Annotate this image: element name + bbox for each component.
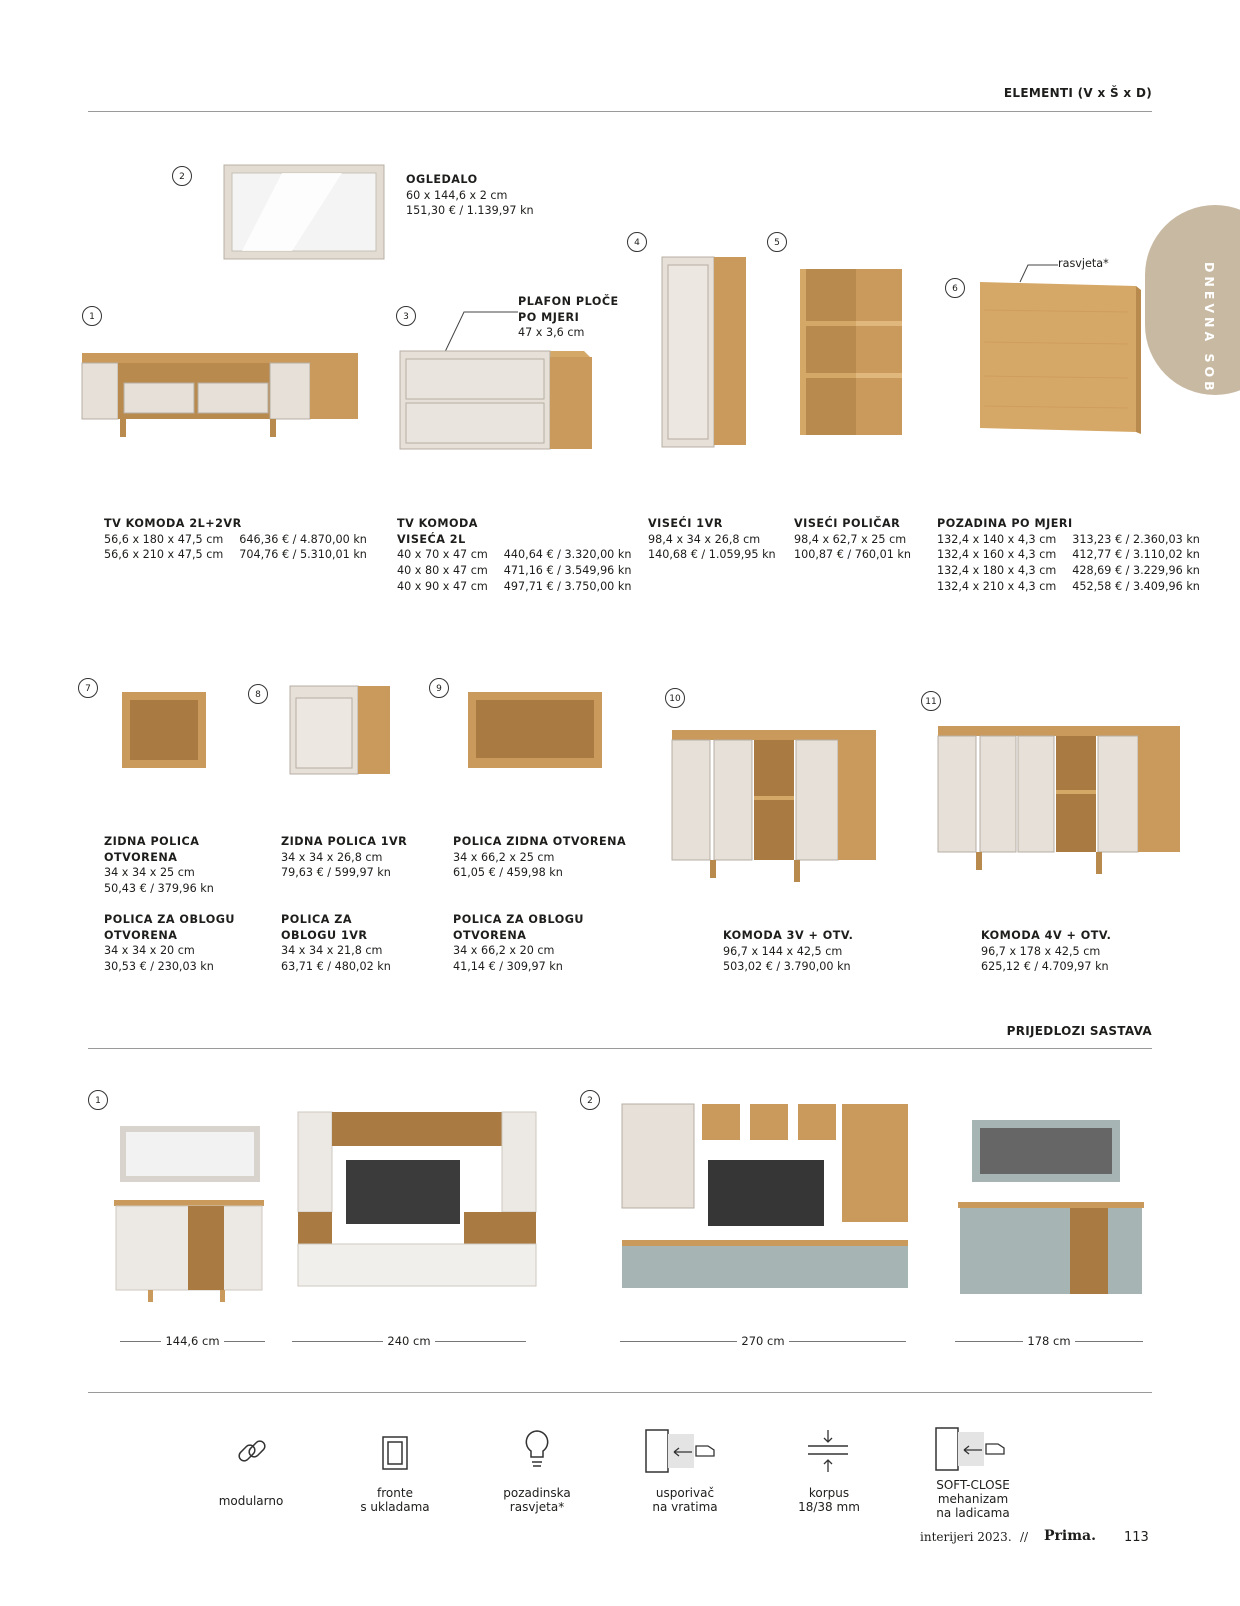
viseci-policar-illustration: [798, 267, 908, 437]
marker-9: 9: [429, 678, 449, 698]
feature-label: pozadinska rasvjeta*: [503, 1486, 571, 1514]
board-thickness-icon: [804, 1428, 852, 1474]
marker-4: 4: [627, 232, 647, 252]
suggestion-2a-illustration: [620, 1102, 910, 1292]
footer-brand: Prima.: [1044, 1528, 1096, 1544]
suggestion-1b-illustration: [296, 1110, 538, 1290]
callout-lighting: rasvjeta*: [1058, 257, 1109, 270]
feature-label: usporivač na vratima: [652, 1486, 718, 1514]
marker-6: 6: [945, 278, 965, 298]
marker-suggestion-2: 2: [580, 1090, 600, 1110]
label-komoda-3v: KOMODA 3V + OTV. 96,7 x 144 x 42,5 cm 503,02 € / 3.790,00 kn: [723, 929, 854, 974]
zidna-polica-1vr-illustration: [288, 684, 394, 776]
suggestion-2b-illustration: [956, 1118, 1146, 1304]
feature-label: fronte s ukladama: [360, 1486, 430, 1514]
label-komoda-4v: KOMODA 4V + OTV. 96,7 x 178 x 42,5 cm 625,12 € / 4.709,97 kn: [981, 929, 1112, 974]
marker-suggestion-1: 1: [88, 1090, 108, 1110]
tv-komoda-illustration: [80, 345, 360, 445]
footer-separator: //: [1020, 1530, 1029, 1544]
bulb-icon: [522, 1428, 552, 1474]
feature-label: SOFT-CLOSE mehanizam na ladicama: [936, 1478, 1010, 1520]
marker-10: 10: [665, 688, 685, 708]
label-viseci-policar: VISEĆI POLIČAR 98,4 x 62,7 x 25 cm 100,87 € / 760,01 kn: [794, 517, 911, 562]
zidna-polica-illustration: [120, 690, 210, 770]
marker-2: 2: [172, 166, 192, 186]
marker-5: 5: [767, 232, 787, 252]
komoda-4v-illustration: [936, 724, 1186, 879]
dimension-4: 178 cm: [955, 1334, 1143, 1348]
divider: [88, 1048, 1152, 1049]
tv-komoda-viseca-illustration: [398, 345, 598, 450]
polica-zidna-otvorena-illustration: [466, 690, 606, 770]
label-oblogu-1vr: POLICA ZA OBLOGU 1VR 34 x 34 x 21,8 cm 63,71 € / 480,02 kn: [281, 913, 391, 974]
dimension-1: 144,6 cm: [120, 1334, 265, 1348]
footer-magazine: interijeri 2023.: [920, 1530, 1012, 1544]
komoda-3v-illustration: [670, 728, 880, 883]
label-plafon: PLAFON PLOČE PO MJERI 47 x 3,6 cm: [518, 295, 619, 340]
label-zidna-1vr: ZIDNA POLICA 1VR 34 x 34 x 26,8 cm 79,63 € / 599,97 kn: [281, 835, 408, 880]
dimension-3: 270 cm: [620, 1334, 906, 1348]
link-icon: [234, 1434, 270, 1470]
section-title-elements: ELEMENTI (V x Š x D): [1003, 86, 1152, 100]
marker-3: 3: [396, 306, 416, 326]
feature-label: korpus 18/38 mm: [798, 1486, 860, 1514]
label-ogledalo: OGLEDALO 60 x 144,6 x 2 cm 151,30 € / 1.139,97 kn: [406, 173, 534, 218]
divider: [88, 111, 1152, 112]
label-pozadina: POZADINA PO MJERI 132,4 x 140 x 4,3 cm 313,23 € / 2.360,03 kn 132,4 x 160 x 4,3 cm 412,77 € / 3.110,02 kn 132,4 x 180 x 4,3 cm 428,69 € / 3.229,96 kn 132,4 x 210 x 4,3 cm 452,58 € / 3.409,96 kn: [937, 517, 1200, 593]
marker-7: 7: [78, 678, 98, 698]
feature-label: modularno: [218, 1494, 284, 1508]
label-viseci-1vr: VISEĆI 1VR 98,4 x 34 x 26,8 cm 140,68 € / 1.059,95 kn: [648, 517, 776, 562]
side-tab-label: DNEVNA SOBA: [1202, 262, 1217, 409]
soft-close-icon: [934, 1426, 1014, 1472]
dimension-2: 240 cm: [292, 1334, 526, 1348]
viseci-1vr-illustration: [660, 255, 750, 450]
label-oblogu-otvorena-1: POLICA ZA OBLOGU OTVORENA 34 x 34 x 20 cm 30,53 € / 230,03 kn: [104, 913, 235, 974]
label-polica-zidna-otvorena: POLICA ZIDNA OTVORENA 34 x 66,2 x 25 cm 61,05 € / 459,98 kn: [453, 835, 627, 880]
mirror-illustration: [222, 163, 387, 263]
marker-11: 11: [921, 691, 941, 711]
pozadina-illustration: [978, 280, 1143, 435]
panel-front-icon: [380, 1434, 410, 1472]
label-tv-komoda: TV KOMODA 2L+2VR 56,6 x 180 x 47,5 cm 646,36 € / 4.870,00 kn 56,6 x 210 x 47,5 cm 704,76 € / 5.310,01 kn: [104, 517, 367, 562]
door-damper-icon: [644, 1428, 724, 1474]
page-number: 113: [1124, 1530, 1149, 1545]
label-tv-komoda-viseca: TV KOMODA VISEĆA 2L 40 x 70 x 47 cm 440,64 € / 3.320,00 kn 40 x 80 x 47 cm 471,16 € / 3.549,96 kn 40 x 90 x 47 cm 497,71 € / 3.750,00 kn: [397, 517, 632, 593]
marker-1: 1: [82, 306, 102, 326]
label-zidna-otvorena: ZIDNA POLICA OTVORENA 34 x 34 x 25 cm 50,43 € / 379,96 kn: [104, 835, 214, 896]
suggestion-1a-illustration: [112, 1124, 267, 1304]
marker-8: 8: [248, 684, 268, 704]
label-oblogu-otvorena-2: POLICA ZA OBLOGU OTVORENA 34 x 66,2 x 20 cm 41,14 € / 309,97 kn: [453, 913, 584, 974]
section-title-suggestions: PRIJEDLOZI SASTAVA: [1006, 1024, 1152, 1038]
divider: [88, 1392, 1152, 1393]
